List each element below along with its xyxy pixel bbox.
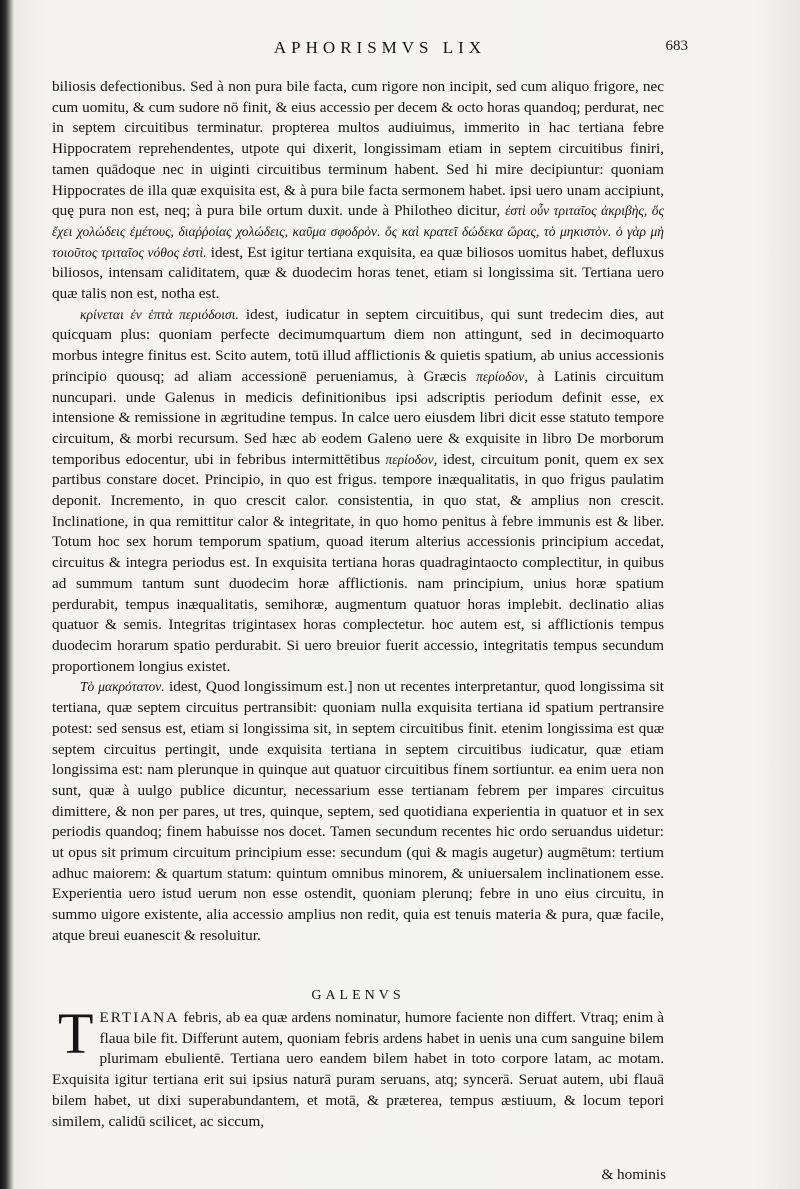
galen-text: febris, ab ea quæ ardens nominatur, humore faciente non differt. Vtraq; enim à flaua bile fit. Differunt autem, quoniam febris ardens habet in uenis una cum sanguine bilem plurimam ebulientē. Tertiana uero eandem bilem habet in toto corpore latam, ac motam. Exquisita igitur tertiana erit sui ipsius naturā puram seruans, atq; syncerā. Seruat autem, ubi flauā bilem habet, ut dixi superabundantem, et motā, & præterea, tempus æstiuum, & locum tepori similem, calidū scilicet, ac siccum, [52,1009,665,1130]
commentary-text: idest, Est igitur tertiana exquisita, ea quæ biliosos uomitus habet, defluxus biliosos, intensam caliditatem, quæ & duodecim horas tenet, etiam si longissima sit. Tertiana uero quæ talis non est, notha est. [52,243,665,303]
drop-capital: T [58,1001,94,1066]
commentary-paragraph [52,77,664,305]
page-number: 683 [665,38,688,54]
commentary-paragraph [52,677,664,946]
greek-lemma: κρίνεται ἐν ἑπτὰ περιόδοισι. [80,306,239,322]
section-heading: GALENVS [311,988,405,1003]
commentary-text: , à Latinis circuitum nuncupari. unde Galenus in medicis definitionibus ipsi adscriptis periodum definit esse, ex intensione & remissione in ægritudine tempus. In calce uero eiusdem libri dicit esse statuto tempore circuitum, & morbi recursum. Sed hæc ab eodem Galeno uere & exquisite in libro De morborum temporibus edocentur, ubi in febribus intermittētibus [52,367,664,468]
commentary-text: idest, iudicatur in septem circuitibus, qui sunt tredecim dies, aut quicquam plus: quoniam perfecte decimumquartum diem non attingunt, sed in decimoquarto morbus integre finitus est. Scito autem, totū illud afflictionis & quietis spatium, ab unius accessionis principio quousq; ad aliam accessionē perueniamus, à Græcis [52,305,664,385]
galen-text-block [52,1001,665,1132]
greek-word: περίοδον [476,368,525,384]
running-title: APHORISMVS LIX [273,38,487,57]
page-header [60,38,688,64]
greek-word: περίοδον [385,451,434,467]
commentary-body [52,77,664,947]
catchword: & hominis [601,1166,666,1183]
commentary-paragraph [52,305,664,678]
commentary-text: , idest, circuitum ponit, quem ex sex partibus constare docet. Principio, in quo est frigus. tempore inæqualitatis, in quo frigus paulatim deponit. Incremento, in quo crescit calor. consistentia, in quo stat, & amplius non crescit. Inclinatione, in qua remittitur calor & integritate, in quo homo penitus à febre immunis est & liber. Totum hoc sex horum temporum spatium, quoad iterum alterius accessionis principium accedat, circuitus & integra periodus est. In exquisita tertiana horas quadragintaocto complectitur, in quibus ad summum tantum sunt duodecim horæ afflictionis. nam principium, unius horæ spatium perdurabit, tempus inæqualitatis, semihoræ, augmentum quatuor horas implebit. declinatio alias quatuor & semis. Integritas trigintasex horas complectetur. hoc autem est, si afflictionis tempus duodecim horarum spatio perdurabit. Si uero breuior fuerit accessio, integritatis tempus secundum proportionem longius existet. [52,450,665,675]
commentary-text: biliosis defectionibus. Sed à non pura bile facta, cum rigore non incipit, sed cum aliquo frigore, nec cum uomitu, & cum sudore nō finit, & eius accessio per decem & octo horas quandoq; perdurat, nec in septem circuitibus terminatur. propterea multos audiuimus, immerito in hac tertiana febre Hippocratem reprehendentes, utpote qui dixerit, longissimam etiam in septem circuitibus finiri, tamen quādoque nec in uiginti circuitibus terminum habent. Sed hi mire decipiuntur: quoniam Hippocrates de illa quæ exquisita est, & à pura bile facta sermonem habet. ipsi uero unam accipiunt, quę pura non est, neq; à pura bile ortum duxit. unde à Philotheo dicitur, [52,78,664,220]
lead-word: ERTIANA [99,1009,180,1026]
greek-quotation: ἐστὶ οὖν τριταῖος ἀκριβὴς, ὅς ἔχει χολώδεις ἐμέτους, διαῤῥοίας χολώδεις, καῦμα σφοδρὸν. ὅς καὶ κρατεῖ δώδεκα ὥρας, τὸ μηκιστὸν. ὁ γὰρ μὴ τοιοῦτος τριταῖος νόθος ἐστὶ. [52,203,665,260]
greek-lemma: Τὸ μακρότατον. [80,679,165,695]
commentary-text: idest, Quod longissimum est.] non ut recentes interpretantur, quod longissima sit tertiana, quæ septem circuitus pertransibit: quoniam nulla exquisita tertiana id spatium pertransire potest: sed sensus est, etiam si longissima sit, in septem circuitibus finit. etenim longissima est quæ septem circuitus pertingit, unde exquisita tertiana in septem circuitibus iudicatur, quæ etiam longissima est: nam plerunque in quinque aut quatuor circuitibus finem sortiuntur. ea enim uera non sunt, quæ à uulgo publice dicuntur, necessarium esse tertianam febrem per impares circuitus dimittere, & non per pares, ut tres, quinque, septem, sed quotidiana experientia in quatuor et in sex periodis quandoq; finem habuisse nos docet. Tamen secundum recentes hic ordo seruandus uidetur: ut opus sit primum circuitum principium esse: secundum (qui & magis augetur) augmētum: tertium adhuc maiorem: & quartum statum: quintum omnibus minorem, & uniuersalem inclinationem esse. Experientia uero istud uerum non esse ostendit, quoniam plerunq; febre in uno eius circuitu, in summo uigore existente, alia accessio amplius non redit, quia est tenuis materia & pura, quæ facile, atque breui euanescit & resoluitur. [52,678,665,944]
binding-gutter-shadow [0,0,14,1189]
